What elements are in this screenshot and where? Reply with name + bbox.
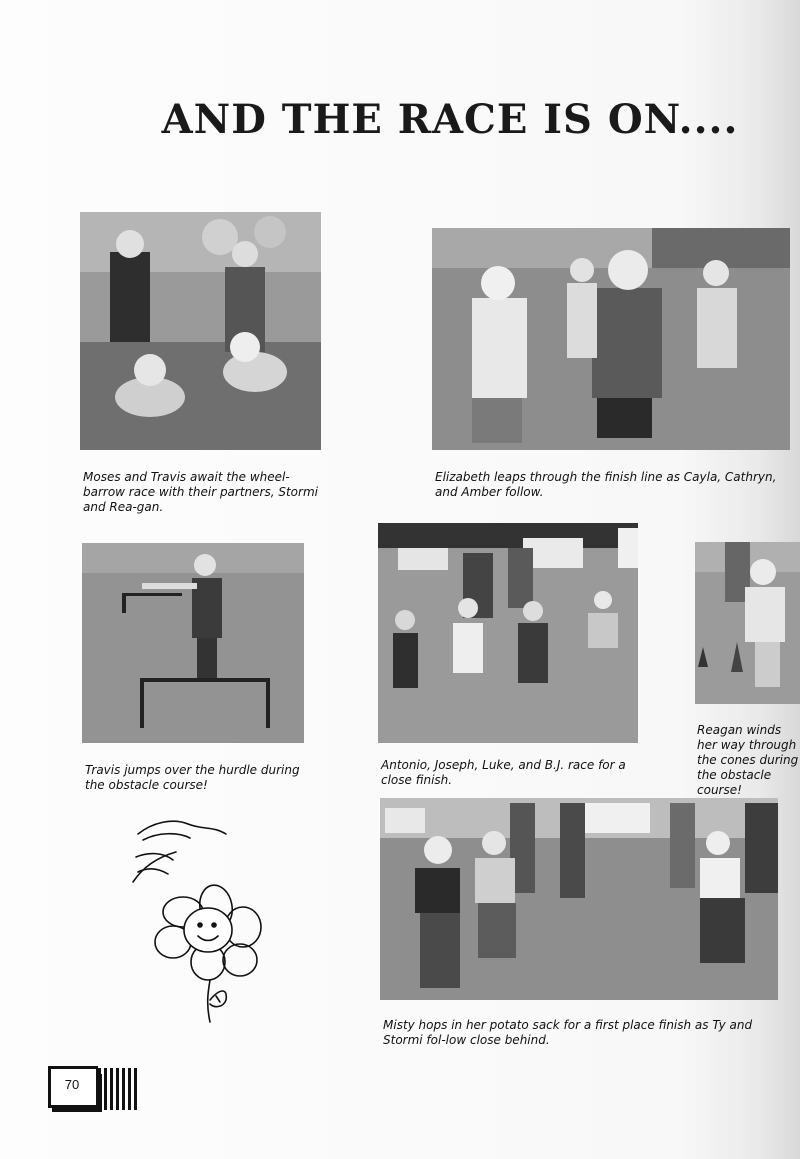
caption-wheelbarrow: Moses and Travis await the wheel-barrow race with their partners, Stormi and Rea-gan. bbox=[83, 470, 318, 514]
caption-hurdle: Travis jumps over the hurdle during the obstacle course! bbox=[85, 763, 300, 792]
caption-sack-race: Misty hops in her potato sack for a first place finish as Ty and Stormi fol-low close behind. bbox=[383, 1018, 753, 1047]
flower-doodle-icon bbox=[128, 812, 268, 1027]
photo-cones bbox=[695, 542, 800, 704]
photo-sack-race bbox=[380, 798, 778, 1000]
page-number-bars bbox=[98, 1068, 137, 1110]
photo-race bbox=[378, 523, 638, 743]
photo-finish-line bbox=[432, 228, 790, 450]
photo-wheelbarrow bbox=[80, 212, 321, 450]
photo-hurdle bbox=[82, 543, 304, 743]
page-number: 70 bbox=[64, 1077, 80, 1092]
caption-finish-line: Elizabeth leaps through the finish line as Cayla, Cathryn, and Amber follow. bbox=[435, 470, 777, 499]
caption-cones: Reagan winds her way through the cones during the obstacle course! bbox=[697, 723, 799, 797]
caption-race: Antonio, Joseph, Luke, and B.J. race for a close finish. bbox=[381, 758, 626, 787]
page-title: AND THE RACE IS ON.... bbox=[161, 96, 739, 143]
